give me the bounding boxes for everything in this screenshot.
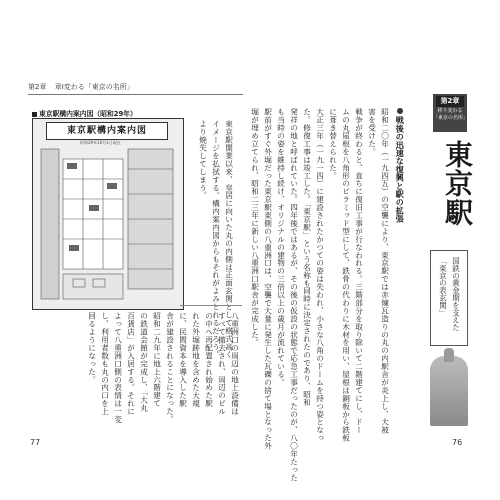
- running-header-chapter: 第2章: [28, 83, 47, 91]
- right-column-2: 害を受けた。: [367, 108, 377, 156]
- right-column-4: ムの丸屋根を八角形のピラミッド型にして、鉄骨の代わりに木材を用い、屋根は銅板から鉄板: [341, 108, 351, 442]
- square-bullet-icon: [32, 112, 37, 117]
- right-page-number: 76: [452, 438, 463, 447]
- running-header: [28, 82, 140, 92]
- page-title: 東京駅: [441, 140, 474, 227]
- left-lower-column-11: し、利用者数も丸の内口を上: [100, 312, 110, 416]
- left-lower-column-3: の中へ再配置され始めた駅: [204, 312, 214, 408]
- section-heading: [396, 108, 404, 223]
- left-lower-column-6: 舎が建設されることになった。: [165, 312, 175, 424]
- right-column-9: も当時の姿を維持し続け、オリジナルの建物の三倍以上の歳月が流れている。: [276, 108, 286, 387]
- left-lower-column-4: れた外堀跡地を含めた大規: [191, 312, 201, 408]
- station-map-drawing: [33, 119, 183, 309]
- diet-dome-icon: [430, 356, 468, 426]
- left-lower-column-1: 八重洲口の周辺の地上設備は: [230, 312, 240, 416]
- station-map: [32, 118, 184, 310]
- left-lower-column-8: の鉄道会館が完成し、「大丸: [139, 312, 149, 412]
- figure-caption-text: 東京駅構内案内図（昭和29年）: [39, 110, 137, 118]
- header-rule: [28, 94, 243, 95]
- subtitle-line-2: 「東京の表玄関」: [438, 257, 448, 317]
- subtitle-box: [430, 250, 468, 346]
- right-column-6: 大正三年（一九一四）に建設されたかつての姿は失われ、小さな八角のドームを持つ姿となっ: [315, 108, 325, 442]
- right-column-8: 発祥の地と呼ばれていた。四年後ではあるが、その後の仮設の状態で応急工事だったのが、八〇年たった: [289, 108, 299, 482]
- chapter-tag: [433, 94, 467, 132]
- right-column-10: 駅前がすぐ外堀だった東京駅東側の八重洲口は、空襲で大量に発生した瓦礫の捨て場となった外: [263, 108, 273, 450]
- right-column-11: 堀が埋め立てられ、昭和二三年に新しい八重洲口駅舎が完成した。: [250, 108, 260, 347]
- left-page-number: 77: [30, 438, 41, 447]
- left-lower-column-12: 回るようになった。: [87, 312, 97, 384]
- circle-bullet-icon: [397, 108, 403, 114]
- left-column-3: より焼失してしまう。: [198, 120, 208, 200]
- left-lower-column-9: 百貨店」が入居する。それに: [126, 312, 136, 416]
- left-lower-column-10: よって八重洲口側の表情は一変: [113, 312, 123, 424]
- left-lower-column-7: 昭和二九年に地上六階建て: [152, 312, 162, 408]
- running-header-title: 章Ⅰ変わる「東京の名所」: [54, 83, 134, 91]
- left-lower-column-2: すべて撤去され、周辺のビル: [217, 312, 227, 416]
- chapter-tag-text: 移り変わる「東京の名所」: [433, 108, 469, 121]
- figure-caption: [32, 108, 137, 118]
- left-column-2: イメージを払拭する。構内案内図からもそれがよみとれるだろう。: [211, 120, 221, 359]
- section-heading-text: 戦後の迅速な復興と駅の拡張: [395, 116, 406, 223]
- left-lower-column-5: に、民間資本を導入した駅: [178, 312, 188, 408]
- right-column-1: 昭和二〇年（一九四五）の空襲により、東京駅では赤煉瓦造りの丸の内駅舎が炎上し、大被: [380, 108, 390, 434]
- subtitle-line-1: 国鉄の黄金期を支えた: [451, 257, 461, 331]
- right-column-5: に葺き替えられた。: [328, 108, 338, 180]
- map-date: 昭和29年10月1日現在: [80, 140, 121, 145]
- right-column-7: た。修復工事は竣工した。「東京駅」という名称も同時に決定されたのであり、昭和: [302, 108, 312, 407]
- chapter-tag-number: 第2章: [436, 96, 464, 107]
- right-column-3: 戦争が終わると、直ちに復旧工事が行なわれる。三階部分を取り除いて二階建てにし、ドー: [354, 108, 364, 434]
- left-block-divider: [180, 305, 242, 306]
- map-title: 東京駅構内案内図: [46, 122, 168, 140]
- left-column-1: 東京駅開業以来、皇居に向いた丸の内側は正面玄関として格式高く: [224, 120, 234, 359]
